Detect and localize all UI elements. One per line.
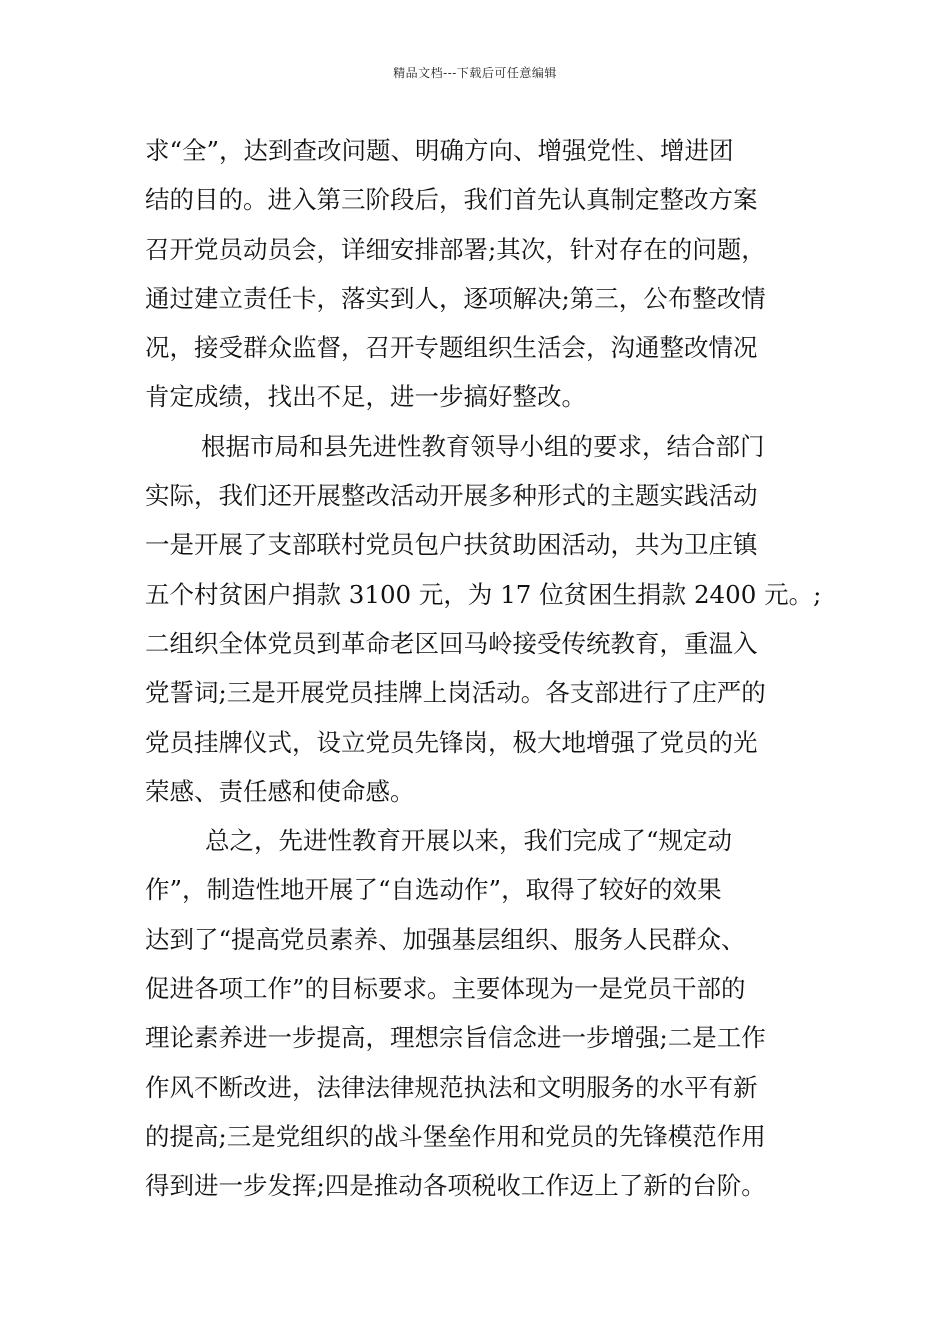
text-line: 党誓词;三是开展党员挂牌上岗活动。各支部进行了庄严的 [145,678,766,708]
text-line: 二组织全体党员到革命老区回马岭接受传统教育，重温入 [145,628,758,658]
text-line: 的提高;三是党组织的战斗堡垒作用和党员的先锋模范作用 [145,1121,766,1151]
text-line: 一是开展了支部联村党员包户扶贫助困活动，共为卫庄镇 [145,530,758,560]
text-line: 肯定成绩，找出不足，进一步搞好整改。 [145,382,586,412]
paragraph-1 [145,126,809,422]
text-line: 召开党员动员会，详细安排部署;其次，针对存在的问题， [145,234,766,264]
text-line: 促进各项工作”的目标要求。主要体现为一是党员干部的 [145,974,746,1004]
text-line: 作”，制造性地开展了“自选动作”，取得了较好的效果 [145,875,722,905]
text-line: 实际，我们还开展整改活动开展多种形式的主题实践活动 [145,481,758,511]
text-line: 得到进一步发挥;四是推动各项税收工作迈上了新的台阶。 [145,1171,766,1201]
paragraph-2 [145,422,822,816]
text-line: 结的目的。进入第三阶段后，我们首先认真制定整改方案 [145,185,758,215]
text-line: 作风不断改进，法律法律规范执法和文明服务的水平有新 [145,1072,758,1102]
text-line: 求“全”，达到查改问题、明确方向、增强党性、增进团 [145,136,734,165]
paragraph-3 [145,816,809,1210]
document-body [145,126,822,1211]
text-line: 况，接受群众监督，召开专题组织生活会，沟通整改情况 [145,333,758,363]
text-line: 党员挂牌仪式，设立党员先锋岗，极大地增强了党员的光 [145,727,758,757]
text-line: 总之，先进性教育开展以来，我们完成了“规定动 [205,826,733,856]
text-line: 理论素养进一步提高，理想宗旨信念进一步增强;二是工作 [145,1023,766,1053]
text-line: 荣感、责任感和使命感。 [145,776,415,806]
text-line: 通过建立责任卡，落实到人，逐项解决;第三，公布整改情 [145,283,766,313]
page-header: 精品文档---下载后可任意编辑 [393,66,557,80]
text-line: 五个村贫困户捐款 3100 元，为 17 位贫困生捐款 2400 元。; [145,579,822,609]
text-line: 根据市局和县先进性教育领导小组的要求，结合部门 [201,431,765,461]
text-line: 达到了“提高党员素养、加强基层组织、服务人民群众、 [145,924,746,954]
